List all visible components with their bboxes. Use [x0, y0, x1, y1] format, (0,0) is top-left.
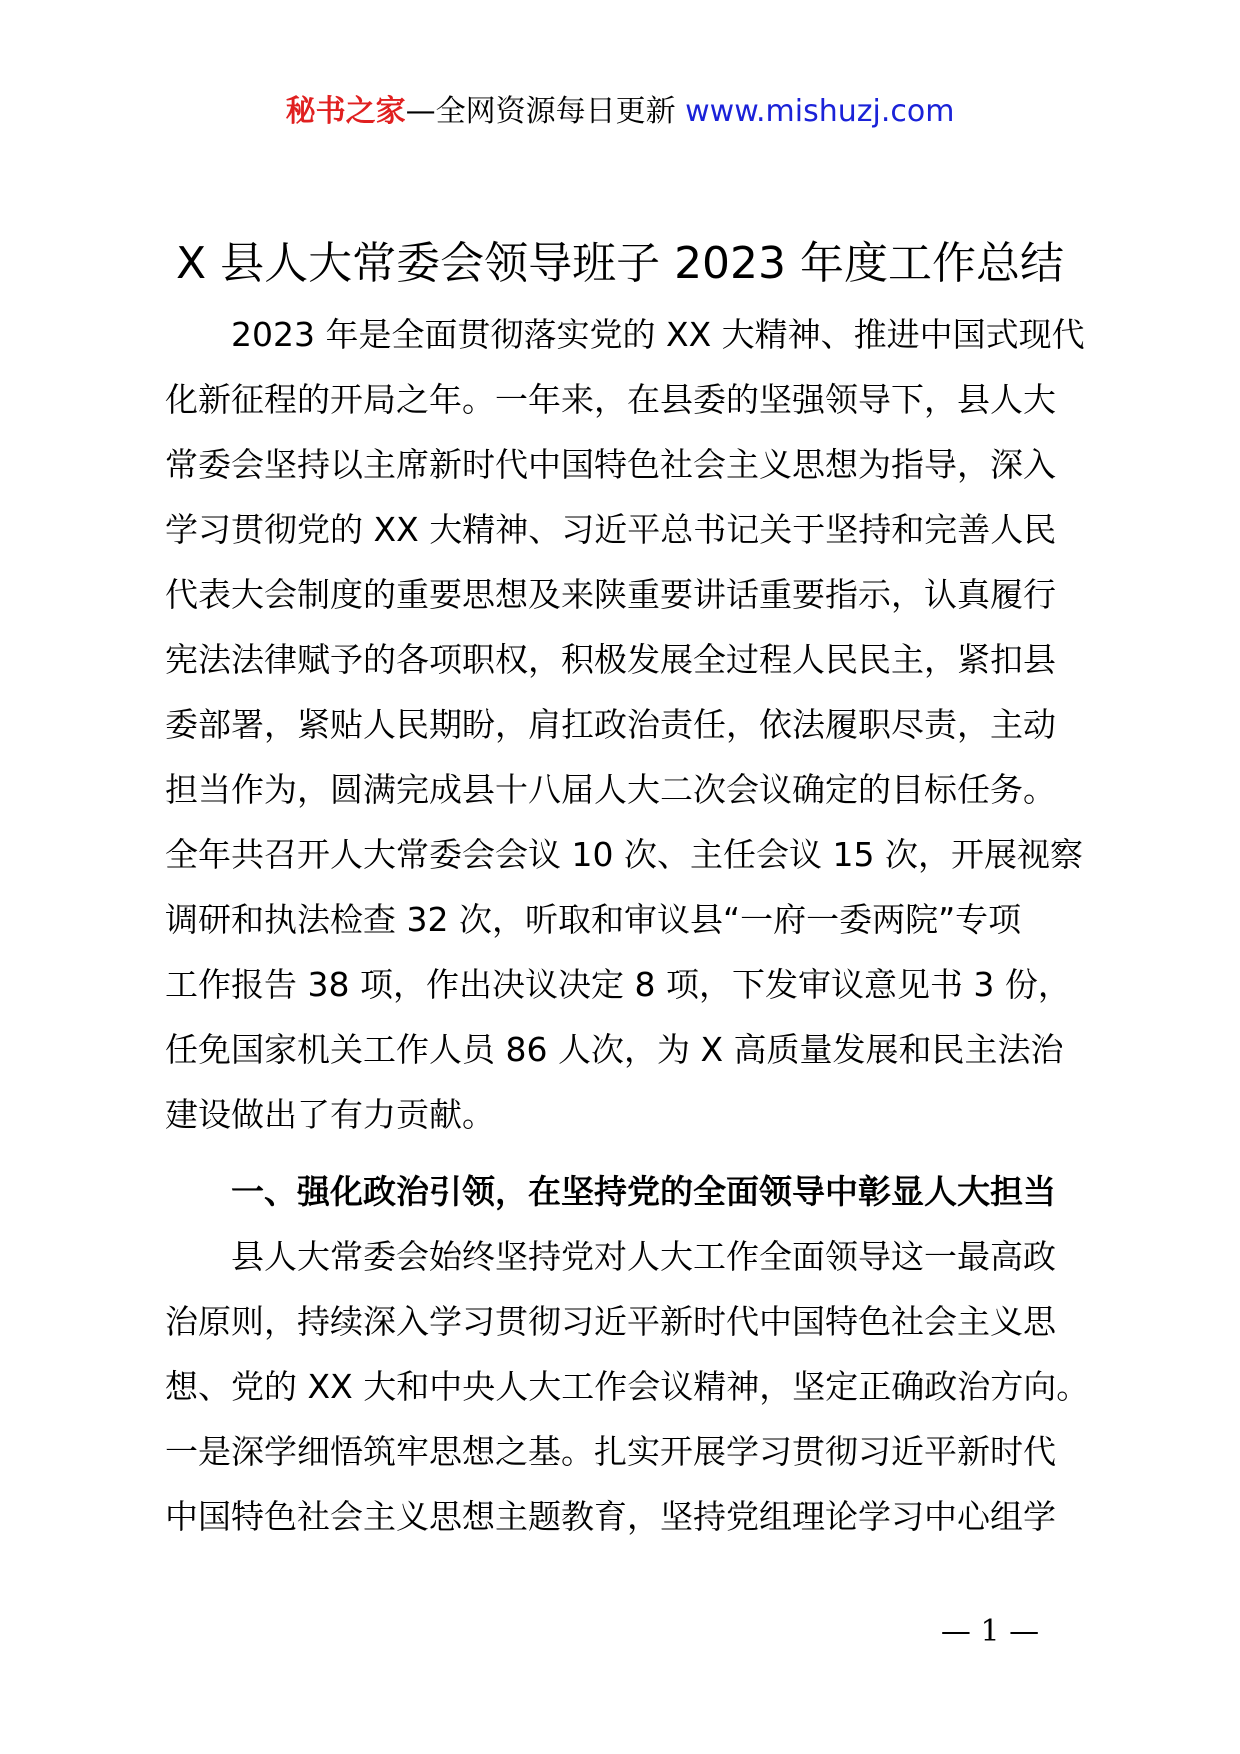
paragraph-line: 想、党的 XX 大和中央人大工作会议精神，坚定正确政治方向。: [165, 1367, 1090, 1406]
paragraph-line: 一是深学细悟筑牢思想之基。扎实开展学习贯彻习近平新时代: [165, 1432, 1056, 1471]
site-tagline: —全网资源每日更新: [405, 94, 676, 129]
paragraph-line: 担当作为，圆满完成县十八届人大二次会议确定的目标任务。: [165, 770, 1056, 809]
section-heading: 一、强化政治引领，在坚持党的全面领导中彰显人大担当: [231, 1172, 1056, 1211]
paragraph-line: 调研和执法检查 32 次，听取和审议县“一府一委两院”专项: [165, 900, 1022, 939]
paragraph-line: 全年共召开人大常委会会议 10 次、主任会议 15 次，开展视察: [165, 835, 1083, 874]
paragraph-line: 任免国家机关工作人员 86 人次，为 X 高质量发展和民主法治: [165, 1030, 1064, 1069]
paragraph-line: 宪法法律赋予的各项职权，积极发展全过程人民民主，紧扣县: [165, 640, 1056, 679]
site-url-link[interactable]: www.mishuzj.com: [685, 94, 955, 129]
paragraph-line: 委部署，紧贴人民期盼，肩扛政治责任，依法履职尽责，主动: [165, 705, 1056, 744]
site-header: [0, 92, 1240, 132]
paragraph-line: 常委会坚持以主席新时代中国特色社会主义思想为指导，深入: [165, 445, 1056, 484]
page-number: — 1 —: [940, 1614, 1040, 1649]
document-body: [165, 302, 1090, 1549]
paragraph-line: 治原则，持续深入学习贯彻习近平新时代中国特色社会主义思: [165, 1302, 1056, 1341]
paragraph-line: 中国特色社会主义思想主题教育，坚持党组理论学习中心组学: [165, 1497, 1056, 1536]
paragraph-line: 学习贯彻党的 XX 大精神、习近平总书记关于坚持和完善人民: [165, 510, 1057, 549]
paragraph-line: 2023 年是全面贯彻落实党的 XX 大精神、推进中国式现代: [231, 315, 1085, 354]
paragraph-line: 工作报告 38 项，作出决议决定 8 项，下发审议意见书 3 份，: [165, 965, 1071, 1004]
paragraph-line: 代表大会制度的重要思想及来陕重要讲话重要指示，认真履行: [165, 575, 1056, 614]
paragraph-line: 化新征程的开局之年。一年来，在县委的坚强领导下，县人大: [165, 380, 1056, 419]
document-title: X 县人大常委会领导班子 2023 年度工作总结: [175, 238, 1065, 289]
paragraph-line: 建设做出了有力贡献。: [165, 1095, 495, 1134]
paragraph-line: 县人大常委会始终坚持党对人大工作全面领导这一最高政: [231, 1237, 1056, 1276]
site-brand: 秘书之家: [285, 94, 406, 129]
